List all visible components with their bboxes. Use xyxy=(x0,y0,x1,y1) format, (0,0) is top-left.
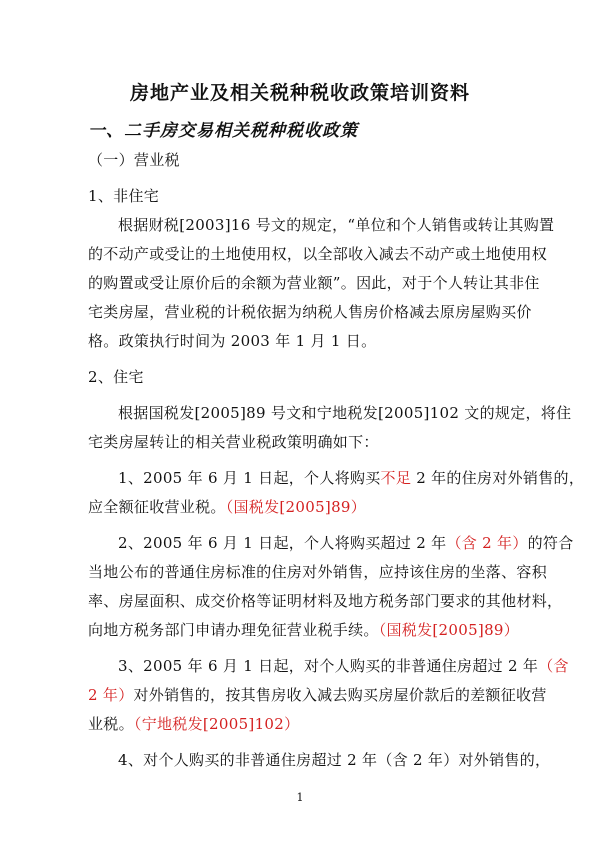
paragraph-line: 宅类房屋，营业税的计税依据为纳税人售房价格减去原房屋购买价 xyxy=(88,303,532,321)
rule-1-line xyxy=(118,468,585,488)
rule-4-line: 4、对个人购买的非普通住房超过 2 年（含 2 年）对外销售的， xyxy=(118,751,551,769)
emphasis-text: （含 xyxy=(538,657,569,675)
rule-text: 1、2005 年 6 月 1 日起，个人将购买 xyxy=(118,469,381,487)
rule-2-line: 率、房屋面积、成交价格等证明材料及地方税务部门要求的其他材料， xyxy=(88,592,563,610)
item-heading-residential: 2、住宅 xyxy=(88,368,144,386)
item-heading-non-residential: 1、非住宅 xyxy=(88,187,160,205)
rule-2-line xyxy=(118,533,574,553)
paragraph-line: 根据国税发[2005]89 号文和宁地税发[2005]102 文的规定，将住 xyxy=(118,404,572,422)
rule-3-line xyxy=(88,685,547,705)
rule-1-line xyxy=(88,497,528,517)
rule-text: 业税。 xyxy=(88,715,134,733)
rule-text: 对外销售的，按其售房收入减去购买房屋价款后的差额征收营 xyxy=(133,686,547,704)
emphasis-text: 不足 xyxy=(380,469,412,487)
paragraph-line: 的购置或受让原价后的余额为营业额”。因此，对于个人转让其非住 xyxy=(88,274,540,292)
rule-text: 的符合 xyxy=(527,534,574,552)
paragraph-line: 格。政策执行时间为 2003 年 1 月 1 日。 xyxy=(88,332,377,350)
paragraph-line: 宅类房屋转让的相关营业税政策明确如下： xyxy=(88,433,379,451)
paragraph-line: 的不动产或受让的土地使用权，以全部收入减去不动产或土地使用权 xyxy=(88,245,548,263)
rule-text: 3、2005 年 6 月 1 日起，对个人购买的非普通住房超过 2 年 xyxy=(118,657,539,675)
page-number: 1 xyxy=(296,791,304,804)
rule-2-line: 当地公布的普通住房标准的住房对外销售，应持该住房的坐落、容积 xyxy=(88,563,548,581)
rule-text: 2、2005 年 6 月 1 日起，个人将购买超过 2 年 xyxy=(118,534,447,552)
emphasis-text: 2 年） xyxy=(88,686,134,704)
paragraph-line: 根据财税[2003]16 号文的规定，“单位和个人销售或转让其购置 xyxy=(118,216,555,234)
document-title: 房地产业及相关税种税收政策培训资料 xyxy=(129,82,470,104)
citation-text: （国税发[2005]89） xyxy=(225,498,367,516)
section-heading: 一、二手房交易相关税种税收政策 xyxy=(88,121,358,141)
rule-text: 应全额征收营业税。 xyxy=(88,498,226,516)
rule-3-line xyxy=(118,656,569,676)
citation-text: （宁地税发[2005]102） xyxy=(133,715,300,733)
citation-text: （国税发[2005]89） xyxy=(378,621,520,639)
rule-3-line xyxy=(88,714,528,734)
emphasis-text: （含 2 年） xyxy=(446,534,528,552)
rule-text: 2 年的住房对外销售的， xyxy=(411,469,585,487)
rule-text: 向地方税务部门申请办理免征营业税手续。 xyxy=(88,621,379,639)
subsection-heading: （一）营业税 xyxy=(88,151,180,169)
rule-2-line xyxy=(88,620,528,640)
